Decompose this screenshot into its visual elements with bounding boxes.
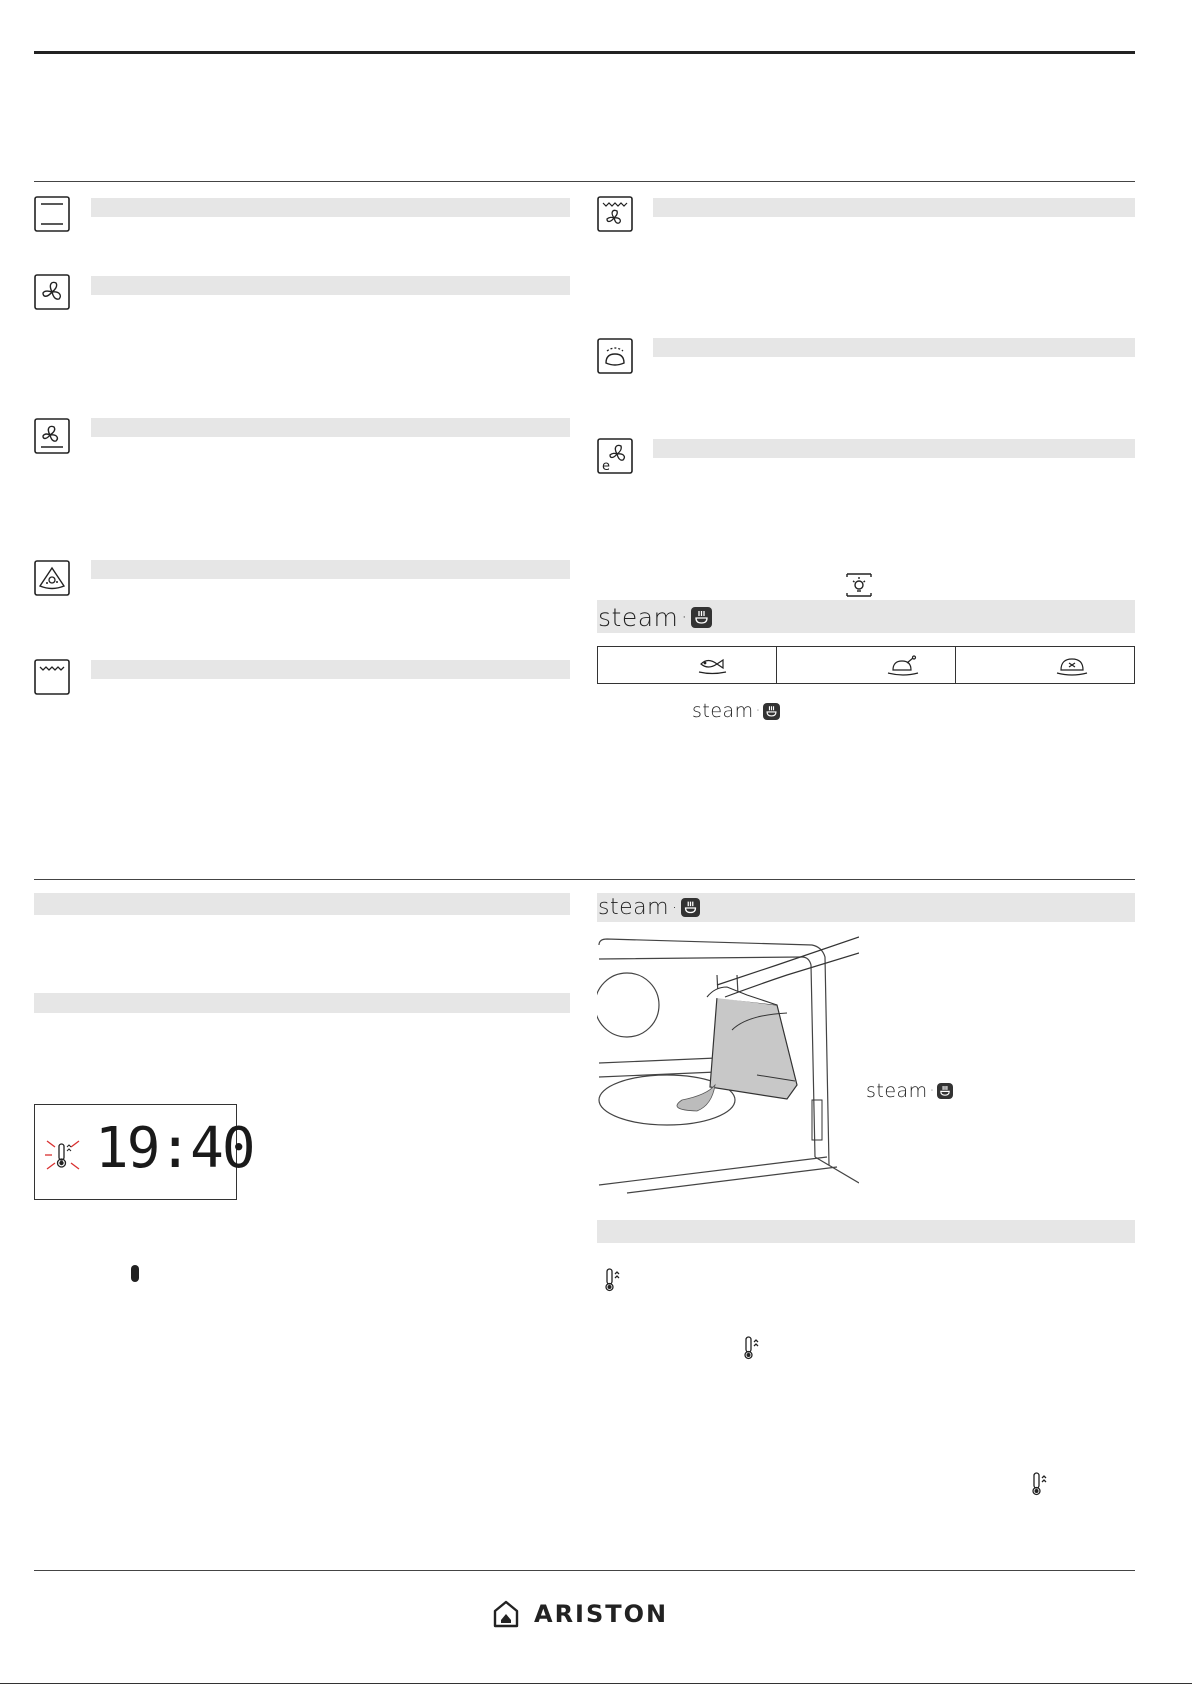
thermometer-icon-3 (1030, 1472, 1050, 1496)
steam-logo-illustration (866, 1080, 953, 1102)
section-divider-middle (34, 879, 1135, 880)
brand-logo (492, 1597, 668, 1631)
conventional-oven-icon (34, 196, 70, 232)
bread-dough-icon (597, 338, 633, 374)
section-bar-right-2 (597, 1220, 1135, 1243)
section-bar-left-2 (34, 993, 570, 1013)
steam-dot-inline: · (755, 703, 761, 719)
steam-word-section: steam (598, 895, 670, 920)
steam-table-cell-poultry (776, 646, 956, 684)
eco-fan-icon (597, 438, 633, 474)
function-bar-turbo-grill (653, 198, 1135, 217)
section-divider-top (34, 181, 1135, 182)
thermometer-icon-2 (742, 1336, 762, 1360)
poultry-icon (887, 655, 919, 682)
function-bar-conventional (91, 198, 570, 217)
function-bar-leavening (653, 338, 1135, 357)
steam-pot-icon (691, 607, 712, 628)
function-bar-eco-fan (653, 439, 1135, 458)
function-bar-grill (91, 660, 570, 679)
steam-dot: · (681, 606, 688, 628)
grill-icon (34, 659, 70, 695)
clock-display (34, 1104, 254, 1200)
knob-indicator-icon (131, 1265, 139, 1282)
steam-word-inline: steam (692, 700, 754, 722)
brand-name: ARISTON (534, 1600, 669, 1628)
oven-water-pouring-illustration (597, 935, 859, 1195)
top-rule (34, 51, 1135, 54)
fan-bottom-heater-icon (34, 418, 70, 454)
pizza-icon (34, 560, 70, 596)
steam-logo-inline (692, 700, 780, 722)
ariston-house-icon (492, 1599, 520, 1629)
steam-table-cell-fish (597, 646, 777, 684)
steam-pot-icon-inline (763, 703, 780, 720)
thermometer-icon (603, 1268, 623, 1292)
steam-table-cell-bread (955, 646, 1135, 684)
steam-dot-section: · (672, 898, 678, 917)
function-bar-pizza (91, 560, 570, 579)
page-bottom-edge (0, 1683, 1192, 1684)
clock-time: 19:40 (95, 1116, 254, 1181)
steam-logo-section (598, 895, 700, 920)
fish-icon (698, 655, 728, 680)
steam-logo-header (598, 603, 712, 631)
function-bar-fan-bottom (91, 418, 570, 437)
steam-pot-icon-illustration (937, 1083, 953, 1099)
steam-word-illustration: steam (866, 1080, 928, 1102)
steam-word: steam (598, 602, 679, 632)
oven-lamp-icon (846, 572, 872, 598)
flashing-thermometer-icon (43, 1135, 83, 1175)
bread-icon (1056, 655, 1088, 682)
turbo-grill-icon (597, 196, 633, 232)
section-bar-left-1 (34, 893, 570, 915)
svg-text:e: e (602, 459, 610, 474)
fan-icon (34, 274, 70, 310)
footer-divider (34, 1570, 1135, 1571)
steam-pot-icon-section (681, 898, 700, 917)
function-bar-fan (91, 276, 570, 295)
steam-dot-illustration: · (929, 1083, 935, 1099)
